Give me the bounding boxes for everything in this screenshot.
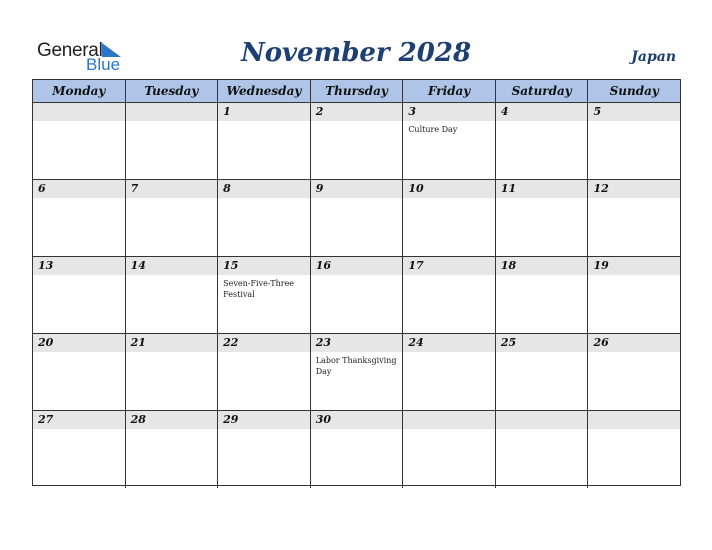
day-number: 13 xyxy=(38,259,54,272)
day-cell xyxy=(217,180,310,256)
day-number-bar xyxy=(403,103,495,121)
day-number-bar xyxy=(496,103,588,121)
day-number: 19 xyxy=(593,259,609,272)
weekday-sunday: Sunday xyxy=(587,80,680,102)
day-number: 9 xyxy=(315,182,324,195)
day-cell xyxy=(587,334,680,410)
day-number: 8 xyxy=(223,182,231,195)
day-number: 16 xyxy=(315,259,332,272)
day-cell xyxy=(310,180,403,256)
day-number: 25 xyxy=(500,336,517,349)
day-number: 11 xyxy=(500,182,517,195)
week-row xyxy=(33,334,680,411)
weekday-wednesday: Wednesday xyxy=(217,80,310,102)
day-cell xyxy=(495,103,588,179)
day-number: 20 xyxy=(38,336,54,349)
calendar-grid xyxy=(32,79,681,486)
day-number-bar xyxy=(218,103,310,121)
day-cell xyxy=(33,334,125,410)
day-number: 24 xyxy=(408,336,424,349)
day-number: 28 xyxy=(130,413,146,426)
day-number-bar xyxy=(311,103,403,121)
day-cell xyxy=(33,103,125,179)
day-cell xyxy=(402,180,495,256)
day-number: 18 xyxy=(500,259,517,272)
day-cell xyxy=(402,103,495,179)
day-cell xyxy=(587,180,680,256)
day-cell xyxy=(310,334,403,410)
holiday-label: Culture Day xyxy=(408,125,458,134)
day-cell xyxy=(310,257,403,333)
day-cell xyxy=(217,411,310,488)
day-cell xyxy=(402,257,495,333)
day-number-bar xyxy=(496,411,588,429)
day-cell xyxy=(587,411,680,488)
day-number: 12 xyxy=(593,182,609,195)
day-cell xyxy=(310,411,403,488)
weekday-friday: Friday xyxy=(402,80,495,102)
day-number: 22 xyxy=(223,336,239,349)
day-number: 29 xyxy=(223,413,239,426)
day-number-bar xyxy=(403,411,495,429)
day-number-bar xyxy=(218,180,310,198)
weekday-monday: Monday xyxy=(52,84,106,98)
weekday-header xyxy=(33,80,680,103)
day-number: 26 xyxy=(593,336,609,349)
day-number: 17 xyxy=(408,259,424,272)
day-cell xyxy=(402,334,495,410)
day-cell xyxy=(495,334,588,410)
holiday-label: Seven-Five-Three Festival xyxy=(223,279,295,299)
weekday-saturday: Saturday xyxy=(495,80,588,102)
day-number: 23 xyxy=(315,336,332,349)
day-cell xyxy=(125,257,218,333)
logo-general-text: General xyxy=(37,40,103,61)
day-number-bar xyxy=(311,180,403,198)
day-cell xyxy=(125,411,218,488)
day-cell xyxy=(587,257,680,333)
logo-blue-text: Blue xyxy=(86,55,121,74)
day-number-bar xyxy=(33,180,125,198)
day-cell xyxy=(217,334,310,410)
day-number-bar xyxy=(588,411,680,429)
day-number: 10 xyxy=(408,182,424,195)
day-cell xyxy=(33,411,125,488)
day-cell xyxy=(587,103,680,179)
day-number: 30 xyxy=(315,413,332,426)
day-number: 6 xyxy=(38,182,46,195)
day-number: 4 xyxy=(500,105,509,118)
day-number: 2 xyxy=(315,105,324,118)
day-number-bar xyxy=(126,180,218,198)
day-cell xyxy=(310,103,403,179)
weekday-thursday: Thursday xyxy=(310,80,403,102)
day-cell xyxy=(495,257,588,333)
day-number-bar xyxy=(126,103,218,121)
day-cell xyxy=(217,103,310,179)
page-title: November 2028 xyxy=(240,38,472,68)
country-label: Japan xyxy=(631,49,676,65)
week-row xyxy=(33,103,680,180)
day-cell xyxy=(495,180,588,256)
day-cell xyxy=(495,411,588,488)
day-number: 3 xyxy=(408,105,416,118)
week-row xyxy=(33,411,680,488)
week-row xyxy=(33,257,680,334)
day-cell xyxy=(402,411,495,488)
day-number: 21 xyxy=(130,336,146,349)
day-cell xyxy=(217,257,310,333)
day-number: 27 xyxy=(38,413,54,426)
day-number: 14 xyxy=(130,259,146,272)
week-row xyxy=(33,180,680,257)
day-number-bar xyxy=(33,103,125,121)
day-number-bar xyxy=(588,103,680,121)
day-number: 7 xyxy=(130,182,139,195)
day-number: 1 xyxy=(223,105,231,118)
weeks-container xyxy=(33,103,680,488)
day-cell xyxy=(33,257,125,333)
day-number: 15 xyxy=(223,259,239,272)
weekday-tuesday: Tuesday xyxy=(125,80,218,102)
day-cell xyxy=(125,103,218,179)
day-cell xyxy=(125,334,218,410)
holiday-label: Labor Thanksgiving Day xyxy=(315,356,397,376)
day-cell xyxy=(125,180,218,256)
day-number: 5 xyxy=(593,105,602,118)
day-cell xyxy=(33,180,125,256)
